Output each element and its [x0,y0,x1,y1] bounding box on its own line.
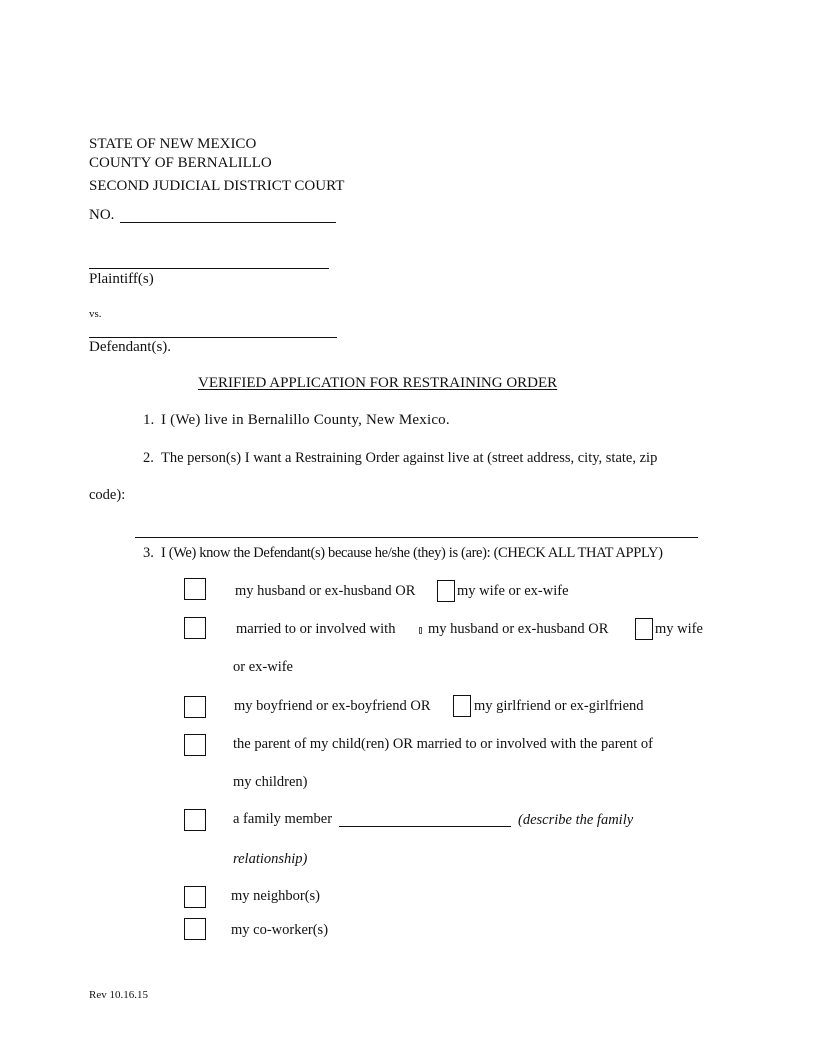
defendant-address-field[interactable] [135,537,698,538]
dating-girlfriend-checkbox[interactable] [453,695,471,717]
spouse-checkbox[interactable] [184,578,206,600]
family-describe-hint-continued: relationship) [233,851,308,867]
document-title: VERIFIED APPLICATION FOR RESTRAINING ORDER [198,375,558,391]
item-2-text: The person(s) I want a Restraining Order against live at (street address, city, state, zip [161,450,658,466]
item-1-text: I (We) live in Bernalillo County, New Mexico. [161,412,450,428]
family-describe-hint: (describe the family [518,812,634,828]
case-number-field[interactable] [120,222,336,223]
involved-wife-checkbox[interactable] [635,618,653,640]
dating-checkbox[interactable] [184,696,206,718]
plaintiff-label: Plaintiff(s) [89,271,154,287]
item-3-text: I (We) know the Defendant(s) because he/she (they) is (are): (CHECK ALL THAT APPLY) [161,545,663,561]
involved-husband-checkbox[interactable] [419,627,422,634]
involved-wife-text: my wife [655,621,703,637]
involved-wife-text-continued: or ex-wife [233,659,293,675]
county-heading: COUNTY OF BERNALILLO [89,155,272,171]
spouse-husband-text: my husband or ex-husband OR [235,583,416,599]
item-2-text-continued: code): [89,487,126,503]
case-number-label: NO. [89,207,115,223]
spouse-wife-checkbox[interactable] [437,580,455,602]
defendant-label: Defendant(s). [89,339,172,355]
state-heading: STATE OF NEW MEXICO [89,136,257,152]
coworker-checkbox[interactable] [184,918,206,940]
family-relationship-field[interactable] [339,826,511,827]
parent-checkbox[interactable] [184,734,206,756]
parent-text: the parent of my child(ren) OR married to or involved with the parent of [233,736,653,752]
item-1-number: 1. [143,412,155,428]
vs-label: vs. [89,308,102,320]
parent-text-continued: my children) [233,774,308,790]
involved-spouse-checkbox[interactable] [184,617,206,639]
plaintiff-field[interactable] [89,268,329,269]
dating-girlfriend-text: my girlfriend or ex-girlfriend [474,698,644,714]
dating-boyfriend-text: my boyfriend or ex-boyfriend OR [234,698,431,714]
coworker-text: my co-worker(s) [231,922,329,938]
spouse-wife-text: my wife or ex-wife [457,583,569,599]
court-heading: SECOND JUDICIAL DISTRICT COURT [89,178,345,194]
involved-spouse-text: married to or involved with [236,621,396,637]
neighbor-text: my neighbor(s) [231,888,320,904]
neighbor-checkbox[interactable] [184,886,206,908]
family-member-checkbox[interactable] [184,809,206,831]
item-3-number: 3. [143,545,154,561]
item-2-number: 2. [143,450,154,466]
family-member-label: a family member [233,811,333,827]
involved-husband-text: my husband or ex-husband OR [428,621,609,637]
revision-footer: Rev 10.16.15 [89,989,148,1001]
